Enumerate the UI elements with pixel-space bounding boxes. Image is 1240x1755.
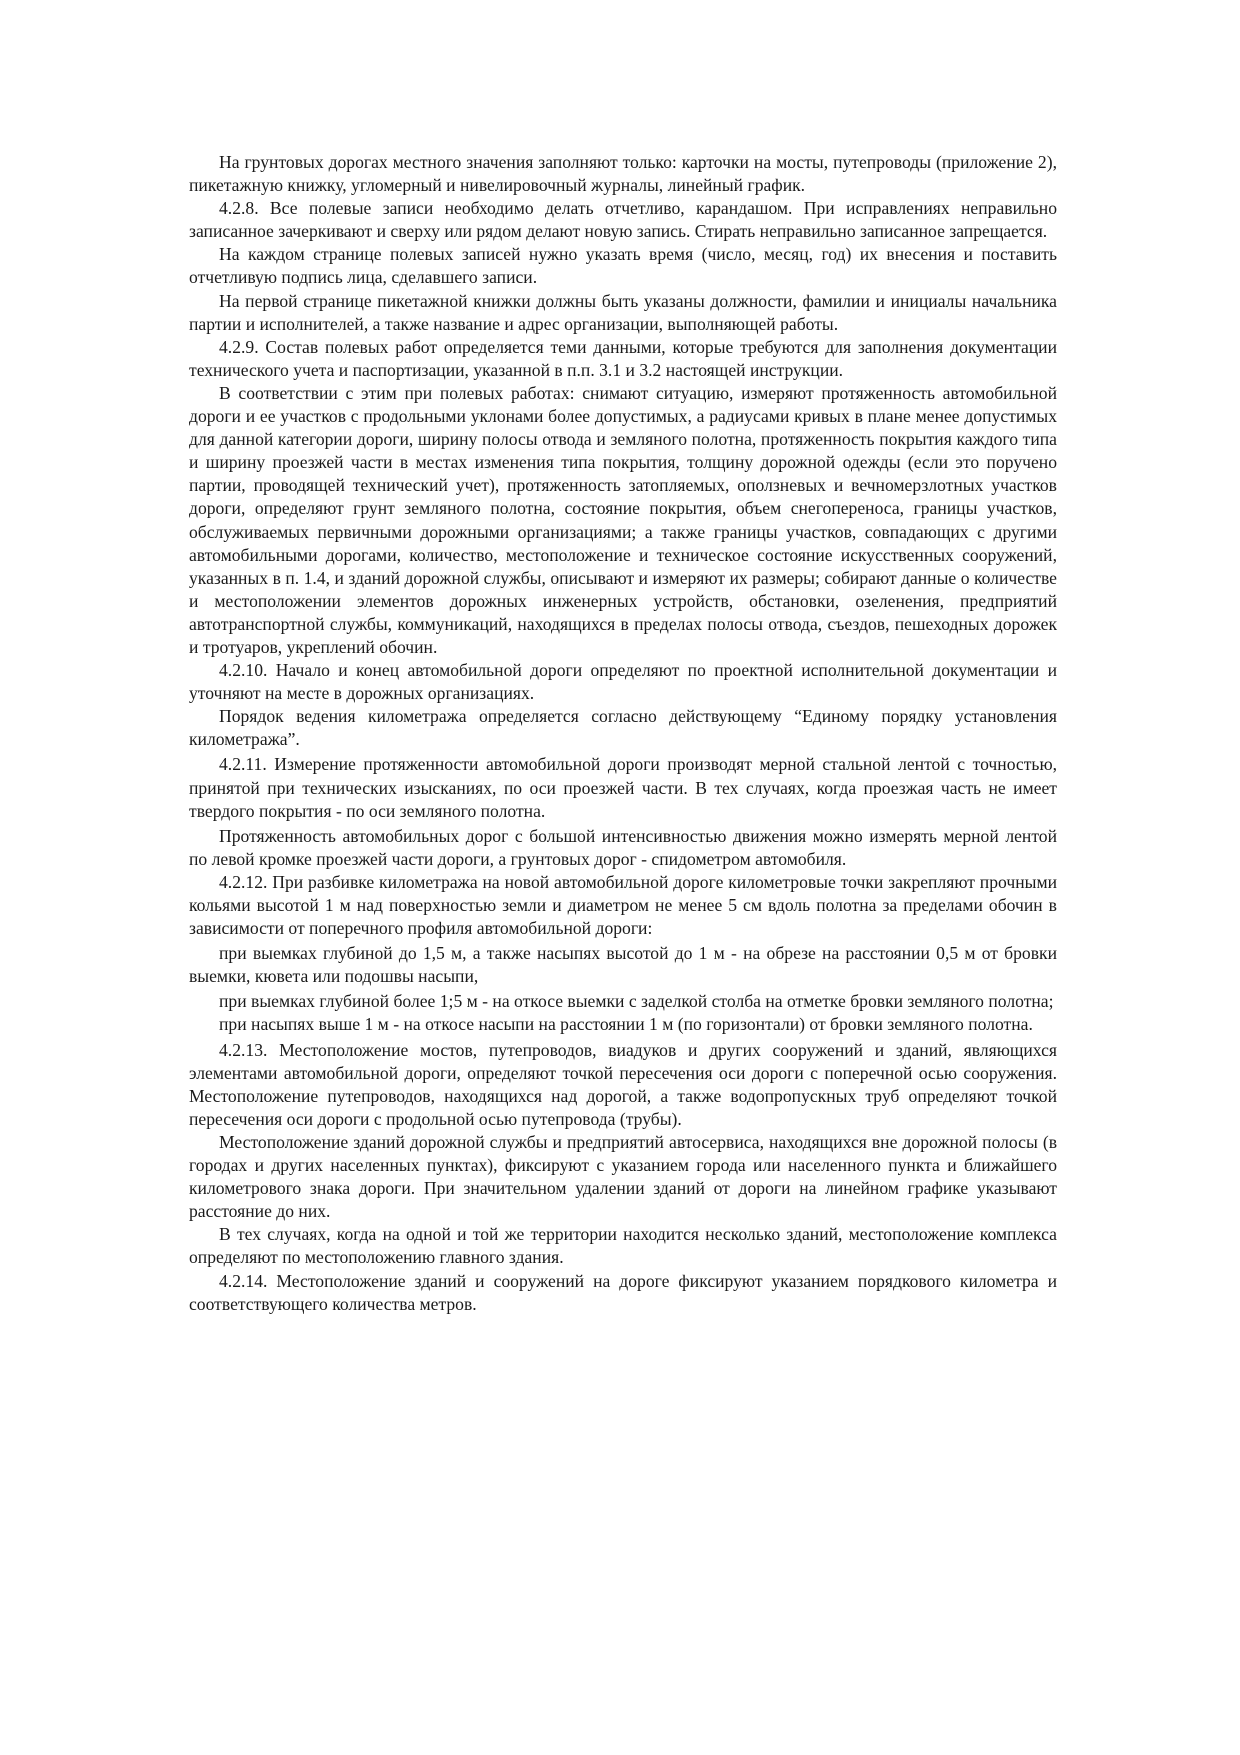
paragraph-4-2-14: 4.2.14. Местоположение зданий и сооружений на дороге фиксируют указанием порядкового километра и соответствующего количества метров. — [189, 1270, 1057, 1314]
paragraph-4-2-11: 4.2.11. Измерение протяженности автомобильной дороги производят мерной стальной лентой с точностью, принятой при технических изысканиях, по оси проезжей части. В тех случаях, когда проезжая часть не имеет твердого покрытия - по оси земляного полотна. — [189, 754, 1057, 821]
paragraph-first-page: На первой странице пикетажной книжки должны быть указаны должности, фамилии и инициалы начальника партии и исполнителей, а также название и адрес организации, выполняющей работы. — [189, 290, 1057, 334]
paragraph-cuts-up-to-1-5m: при выемках глубиной до 1,5 м, а также насыпях высотой до 1 м - на обрезе на расстоянии 0,5 м от бровки выемки, кювета или подошвы насыпи, — [189, 943, 1057, 987]
paragraph-field-works-list: В соответствии с этим при полевых работах: снимают ситуацию, измеряют протяженность автомобильной дороги и ее участков с продольными уклонами более допустимых, а радиусами кривых в плане менее допустимых для данной категории дороги, ширину полосы отвода и земляного полотна, протяженность покрытия каждого типа и ширину проезжей части в местах изменения типа покрытия, толщину дорожной одежды (если это поручено партии, проводящей технический учет), протяженность затопляемых, оползневых и вечномерзлотных участков дороги, определяют грунт земляного полотна, состояние покрытия, объем снегопереноса, границы участков, обслуживаемых первичными дорожными организациями; а также границы участков, совпадающих с другими автомобильными дорогами, количество, местоположение и техническое состояние искусственных сооружений, указанных в п. 1.4, и зданий дорожной службы, описывают и измеряют их размеры; собирают данные о количестве и местоположении элементов дорожных инженерных устройств, обстановки, озеленения, предприятий автотранспортной службы, коммуникаций, находящихся в пределах полосы отвода, съездов, пешеходных дорожек и тротуаров, укреплений обочин. — [189, 382, 1057, 657]
paragraph-road-service-buildings: Местоположение зданий дорожной службы и предприятий автосервиса, находящихся вне дорожной полосы (в городах и других населенных пунктах), фиксируют с указанием города или населенного пункта и ближайшего километрового знака дороги. При значительном удалении зданий от дороги на линейном графике указывают расстояние до них. — [189, 1131, 1057, 1222]
paragraph-4-2-13: 4.2.13. Местоположение мостов, путепроводов, виадуков и других сооружений и зданий, являющихся элементами автомобильной дороги, определяют точкой пересечения оси дороги с поперечной осью сооружения. Местоположение путепроводов, находящихся над дорогой, а также водопропускных труб определяют точкой пересечения оси дороги с продольной осью путепровода (трубы). — [189, 1039, 1057, 1129]
paragraph-4-2-12: 4.2.12. При разбивке километража на новой автомобильной дороге километровые точки закрепляют прочными кольями высотой 1 м над поверхностью земли и диаметром не менее 5 см вдоль полотна за пределами обочин в зависимости от поперечного профиля автомобильной дороги: — [189, 871, 1057, 939]
paragraph-dirt-roads: На грунтовых дорогах местного значения заполняют только: карточки на мосты, путепроводы (приложение 2), пикетажную книжку, угломерный и нивелировочный журналы, линейный график. — [189, 152, 1057, 196]
paragraph-embankments-over-1m: при насыпях выше 1 м - на откосе насыпи на расстоянии 1 м (по горизонтали) от бровки земляного полотна. — [219, 1014, 1033, 1035]
paragraph-building-complex: В тех случаях, когда на одной и той же территории находится несколько зданий, местоположение комплекса определяют по местоположению главного здания. — [189, 1224, 1057, 1268]
paragraph-high-traffic-roads: Протяженность автомобильных дорог с большой интенсивностью движения можно измерять мерной лентой по левой кромке проезжей части дороги, а грунтовых дорог - спидометром автомобиля. — [189, 825, 1057, 869]
paragraph-field-records-date: На каждом странице полевых записей нужно указать время (число, месяц, год) их внесения и поставить отчетливую подпись лица, сделавшего записи. — [189, 244, 1057, 288]
paragraph-4-2-8: 4.2.8. Все полевые записи необходимо делать отчетливо, карандашом. При исправлениях неправильно записанное зачеркивают и сверху или рядом делают новую запись. Стирать неправильно записанное запрещается. — [189, 198, 1057, 242]
paragraph-4-2-9: 4.2.9. Состав полевых работ определяется теми данными, которые требуются для заполнения документации технического учета и паспортизации, указанной в п.п. 3.1 и 3.2 настоящей инструкции. — [189, 336, 1057, 380]
document-page — [189, 151, 1057, 1316]
paragraph-4-2-10: 4.2.10. Начало и конец автомобильной дороги определяют по проектной исполнительной документации и уточняют на месте в дорожных организациях. — [189, 660, 1057, 704]
paragraph-cuts-over-1-5m: при выемках глубиной более 1;5 м - на откосе выемки с заделкой столба на отметке бровки земляного полотна; — [219, 991, 1054, 1012]
paragraph-kilometrage-order: Порядок ведения километража определяется согласно действующему “Единому порядку установления километража”. — [189, 706, 1057, 750]
